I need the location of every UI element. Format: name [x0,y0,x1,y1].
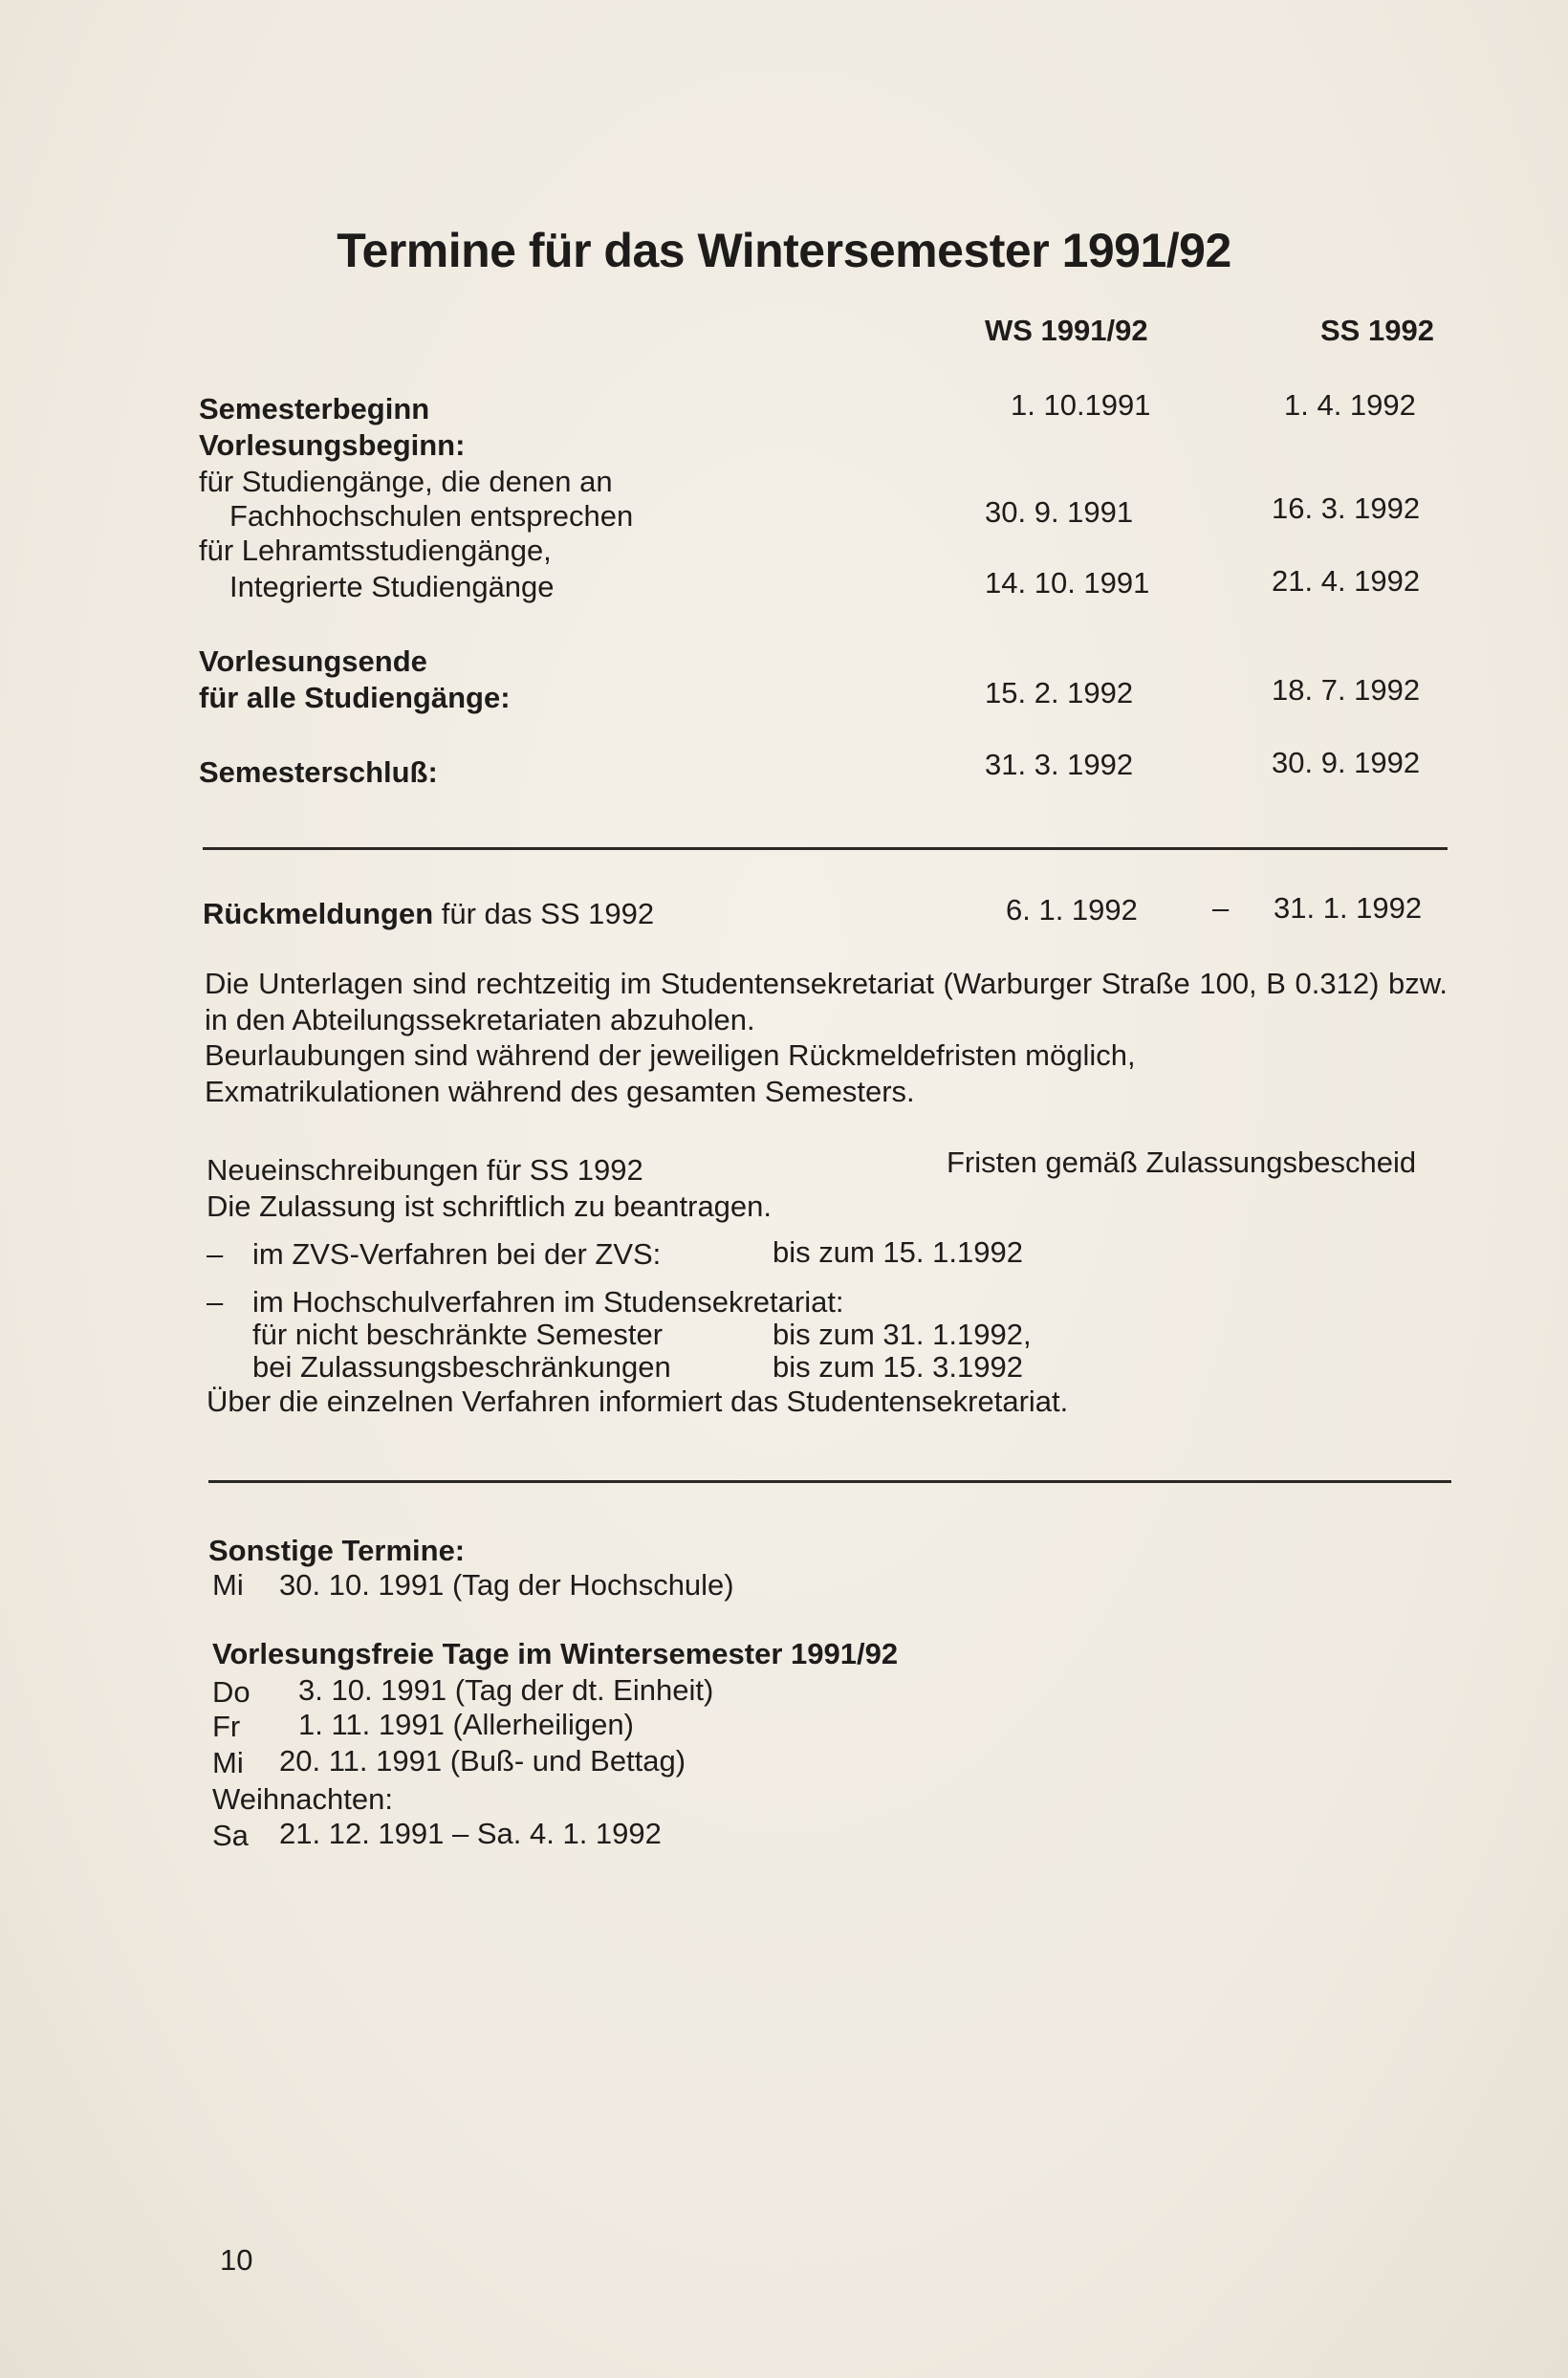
rueckmeldung-to: 31. 1. 1992 [1274,891,1423,925]
weihnachten-day: Sa [212,1819,249,1852]
frei-day-2: Fr [212,1710,241,1743]
rueckmeldung-label-bold: Rückmeldungen [203,897,434,930]
hs-label: im Hochschulverfahren im Studensekretariat: [252,1285,844,1319]
zvs-label: im ZVS-Verfahren bei der ZVS: [252,1237,662,1271]
nb-label: für nicht beschränkte Semester [252,1318,664,1351]
row-label-vorlesungsende: Vorlesungsende [199,644,427,678]
vorlesungsende-ss: 18. 7. 1992 [1272,673,1421,707]
vorlesungsbeginn-la-ws: 14. 10. 1991 [985,566,1150,600]
rueckmeldung-label [203,897,654,931]
vorlesungsbeginn-la-line1: für Lehramtsstudiengänge, [199,534,552,567]
zb-label: bei Zulassungsbeschränkungen [252,1350,671,1384]
semesterbeginn-ss: 1. 4. 1992 [1284,388,1416,422]
vorlesungsfrei-heading: Vorlesungsfreie Tage im Wintersemester 1991/92 [212,1637,899,1670]
row-label-semesterbeginn: Semesterbeginn [199,392,430,425]
vorlesungsbeginn-la-line2: Integrierte Studiengänge [229,570,555,603]
weihnachten-date: 21. 12. 1991 – Sa. 4. 1. 1992 [279,1817,662,1850]
column-header-ws: WS 1991/92 [985,314,1148,347]
sonstige-day: Mi [212,1568,244,1602]
vorlesungsbeginn-fh-ss: 16. 3. 1992 [1272,491,1421,525]
frei-date-3: 20. 11. 1991 (Buß- und Bettag) [279,1744,686,1778]
frei-day-3: Mi [212,1746,244,1779]
semesterbeginn-ws: 1. 10.1991 [1011,388,1151,422]
vorlesungsende-ws: 15. 2. 1992 [985,676,1134,709]
rueckmeldung-paragraph: Die Unterlagen sind rechtzeitig im Studentensekretariat (Warburger Straße 100, B 0.312) bzw. in den Abteilungssekretariaten abzuholen. [205,967,1448,1036]
zulassung-antrag: Die Zulassung ist schriftlich zu beantragen. [207,1189,773,1223]
vorlesungsbeginn-fh-line1: für Studiengänge, die denen an [199,465,613,498]
vorlesungsbeginn-fh-line2: Fachhochschulen entsprechen [229,499,634,533]
beurlaubung-line1: Beurlaubungen sind während der jeweiligen Rückmeldefristen möglich, [205,1038,1136,1072]
page-number: 10 [220,2243,253,2277]
vorlesungsbeginn-fh-ws: 30. 9. 1991 [985,495,1134,529]
frei-day-1: Do [212,1675,250,1709]
sonstige-heading: Sonstige Termine: [208,1534,466,1567]
frei-date-2: 1. 11. 1991 (Allerheiligen) [298,1708,634,1741]
neueinschreibung-fristen: Fristen gemäß Zulassungsbescheid [947,1145,1417,1179]
row-label-vorlesungsende-line2: für alle Studiengänge: [199,681,511,714]
zb-date: bis zum 15. 3.1992 [773,1350,1023,1384]
verfahren-info: Über die einzelnen Verfahren informiert das Studentensekretariat. [207,1385,1069,1418]
rueckmeldung-dash: – [1212,891,1230,925]
column-header-ss: SS 1992 [1320,314,1434,347]
sonstige-date: 30. 10. 1991 (Tag der Hochschule) [279,1568,734,1602]
semesterschluss-ss: 30. 9. 1992 [1272,746,1421,779]
beurlaubung-line2: Exmatrikulationen während des gesamten Semesters. [205,1075,915,1108]
hs-dash: – [207,1285,224,1319]
frei-date-1: 3. 10. 1991 (Tag der dt. Einheit) [298,1673,714,1707]
rueckmeldung-from: 6. 1. 1992 [1006,893,1138,927]
vorlesungsbeginn-la-ss: 21. 4. 1992 [1272,564,1421,598]
semesterschluss-ws: 31. 3. 1992 [985,748,1134,781]
divider-bottom [208,1480,1451,1483]
weihnachten-label: Weihnachten: [212,1782,393,1816]
row-label-vorlesungsbeginn: Vorlesungsbeginn: [199,428,466,462]
rueckmeldung-label-rest: für das SS 1992 [433,897,655,930]
nb-date: bis zum 31. 1.1992, [773,1318,1032,1351]
neueinschreibung-label: Neueinschreibungen für SS 1992 [207,1153,643,1187]
page-title: Termine für das Wintersemester 1991/92 [337,224,1231,277]
row-label-semesterschluss: Semesterschluß: [199,755,438,789]
zvs-date: bis zum 15. 1.1992 [773,1235,1023,1269]
divider-top [203,847,1448,850]
zvs-dash: – [207,1237,224,1271]
